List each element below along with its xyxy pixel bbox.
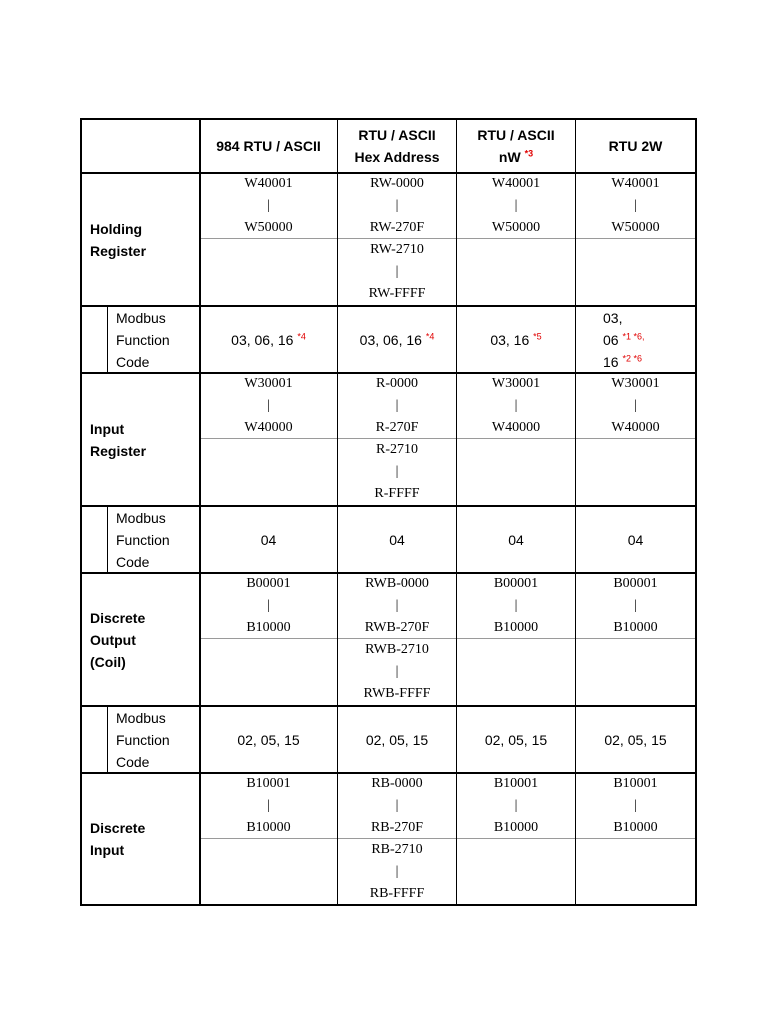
holding-hex-range-extended: RW-2710 | RW-FFFF xyxy=(368,242,426,301)
row-label-input-register: Input Register xyxy=(90,420,147,459)
footnote-marker: *1 *6, xyxy=(622,330,645,341)
coil-2w-range: B00001 | B10000 xyxy=(613,576,658,635)
row-label-holding-register: Holding Register xyxy=(90,220,147,259)
input-hex-range-extended: R-2710 | R-FFFF xyxy=(374,442,420,501)
coil-984-range: B00001 | B10000 xyxy=(246,576,291,635)
holding-modbus-label: Modbus Function Code xyxy=(116,309,170,370)
footnote-marker: *5 xyxy=(533,330,542,341)
input-nw-range: W30001 | W40000 xyxy=(491,376,541,435)
coil-code-hex: 02, 05, 15 xyxy=(365,731,429,748)
coil-code-nw: 02, 05, 15 xyxy=(484,731,548,748)
header-rtu-2w: RTU 2W xyxy=(608,138,663,154)
coil-code-984: 02, 05, 15 xyxy=(237,731,300,748)
footnote-marker: *2 *6 xyxy=(622,352,642,363)
coil-code-2w: 02, 05, 15 xyxy=(604,731,667,748)
input-code-2w: 04 xyxy=(627,531,644,548)
coil-hex-range: RWB-0000 | RWB-270F xyxy=(364,576,430,635)
footnote-marker: *4 xyxy=(297,330,306,341)
coil-modbus-label: Modbus Function Code xyxy=(116,709,170,770)
holding-hex-range: RW-0000 | RW-270F xyxy=(369,176,425,235)
input-code-nw: 04 xyxy=(508,531,524,548)
header-rtu-ascii-nw: RTU / ASCII nW $^{*3}$ xyxy=(477,127,555,165)
dinput-2w-range: B10001 | B10000 xyxy=(613,776,658,835)
input-code-hex: 04 xyxy=(389,531,405,548)
modbus-address-table xyxy=(80,118,697,906)
input-hex-range: R-0000 | R-270F xyxy=(375,376,419,435)
holding-code-nw: 03, 16 $^{*5}$ xyxy=(490,330,542,348)
input-code-984: 04 xyxy=(260,531,277,548)
header-984-rtu-ascii: 984 RTU / ASCII xyxy=(216,138,321,154)
footnote-marker: *3 xyxy=(524,148,534,159)
holding-code-2w: 03, 06 $^{*1 *6,}$ 16 $^{*2 *6}$ xyxy=(603,309,645,370)
holding-code-984: 03, 06, 16 $^{*4}$ xyxy=(231,330,306,348)
holding-code-hex: 03, 06, 16 $^{*4}$ xyxy=(359,330,435,348)
input-984-range: W30001 | W40000 xyxy=(244,376,293,435)
dinput-nw-range: B10001 | B10000 xyxy=(493,776,539,835)
row-label-discrete-output: Discrete Output (Coil) xyxy=(90,609,146,670)
header-rtu-ascii-hex: RTU / ASCII Hex Address xyxy=(354,127,440,165)
footnote-marker: *4 xyxy=(425,330,435,341)
input-2w-range: W30001 | W40000 xyxy=(611,376,660,435)
coil-hex-range-extended: RWB-2710 | RWB-FFFF xyxy=(363,642,431,701)
input-modbus-label: Modbus Function Code xyxy=(116,509,170,570)
coil-nw-range: B00001 | B10000 xyxy=(493,576,539,635)
dinput-hex-range: RB-0000 | RB-270F xyxy=(370,776,424,835)
dinput-984-range: B10001 | B10000 xyxy=(246,776,291,835)
dinput-hex-range-extended: RB-2710 | RB-FFFF xyxy=(369,841,425,901)
holding-984-range: W40001 | W50000 xyxy=(244,176,293,235)
table-rule xyxy=(695,118,697,906)
holding-2w-range: W40001 | W50000 xyxy=(611,176,660,235)
row-label-discrete-input: Discrete Input xyxy=(90,820,146,858)
holding-nw-range: W40001 | W50000 xyxy=(491,176,541,235)
